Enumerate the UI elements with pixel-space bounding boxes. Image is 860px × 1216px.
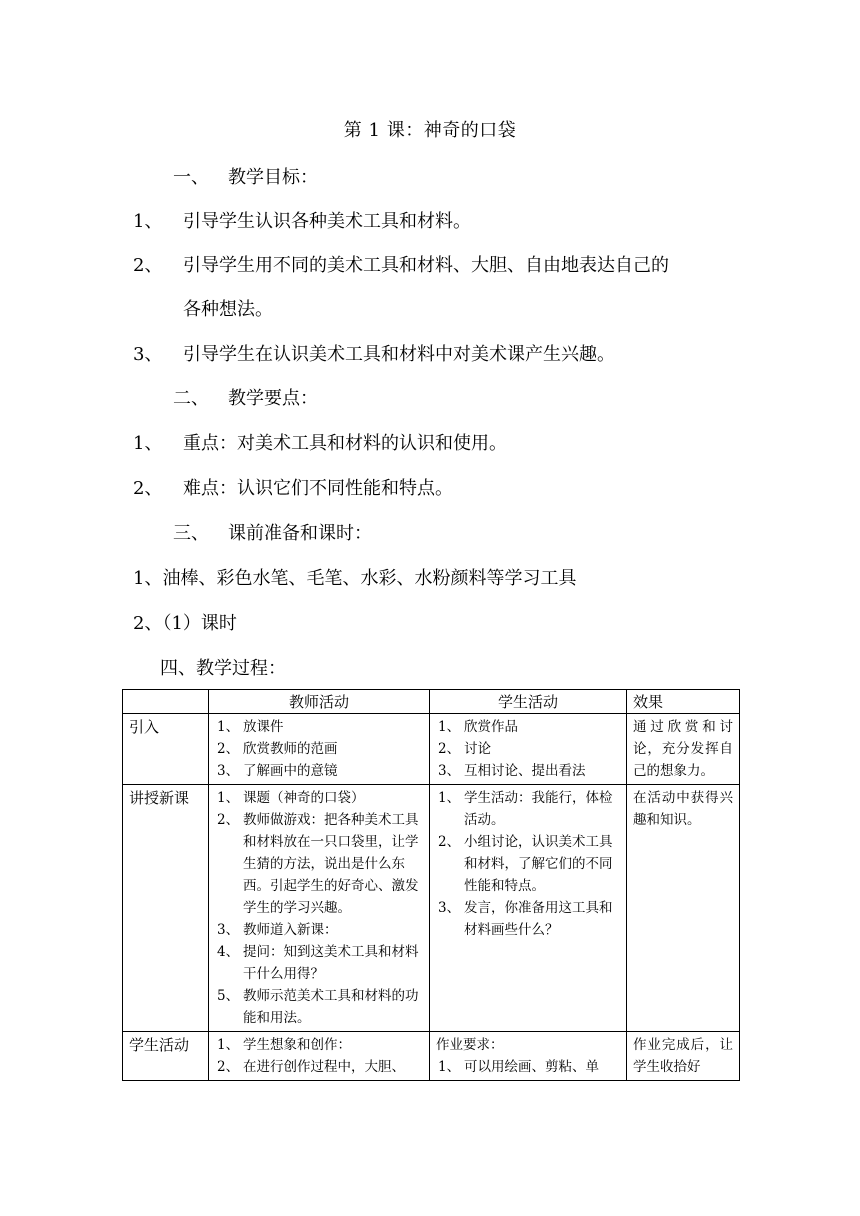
table-header-row [123, 690, 740, 714]
list-item: 3、 了解画中的意镜 [217, 763, 338, 779]
goal-item-1 [133, 207, 471, 233]
goal-item-2 [133, 251, 669, 277]
column-header-effect: 效果 [627, 690, 740, 714]
point-item-2 [133, 474, 453, 500]
section-number: 一、 [173, 167, 209, 188]
assignment-requirements-label: 作业要求： [436, 1037, 504, 1053]
list-item: 2、 在进行创作过程中，大胆、 [217, 1059, 405, 1075]
table-row [123, 1032, 740, 1081]
section-heading-4: 四、教学过程： [160, 658, 286, 679]
prep-item-2: 2、（1）课时 [133, 613, 237, 634]
section-heading-1 [173, 163, 318, 189]
item-number: 2、 [133, 478, 163, 499]
student-cell [430, 1032, 627, 1081]
section-number: 三、 [173, 523, 209, 544]
section-heading-3 [173, 519, 372, 545]
list-item: 2、 教师做游戏：把各种美术工具和材料放在一只口袋里，让学生猜的方法，说出是什么东西。引起学生的好奇心、激发学生的学习兴趣。 [217, 812, 419, 916]
student-cell [430, 785, 627, 1032]
stage-cell: 引入 [123, 714, 209, 785]
section-heading-2 [173, 384, 318, 410]
list-item: 2、 小组讨论，认识美术工具和材料，了解它们的不同性能和特点。 [438, 834, 613, 894]
item-number: 1、 [133, 211, 163, 232]
teaching-process-table [122, 689, 740, 1081]
list-item: 1、 学生想象和创作： [217, 1037, 351, 1053]
stage-cell: 学生活动 [123, 1032, 209, 1081]
list-item: 3、 发言，你准备用这工具和材料画些什么？ [438, 900, 613, 938]
list-item: 5、 教师示范美术工具和材料的功能和用法。 [217, 988, 419, 1026]
teacher-cell [209, 1032, 430, 1081]
student-cell [430, 714, 627, 785]
list-item: 3、 教师道入新课： [217, 922, 338, 938]
list-item: 1、 学生活动：我能行，体检活动。 [438, 790, 613, 828]
page-title: 第 1 课：神奇的口袋 [343, 120, 517, 141]
item-text: 难点：认识它们不同性能和特点。 [183, 478, 453, 499]
teacher-cell [209, 714, 430, 785]
column-header-teacher: 教师活动 [209, 690, 430, 714]
section-label: 教学要点： [228, 388, 318, 409]
prep-item-1: 1、油棒、彩色水笔、毛笔、水彩、水粉颜料等学习工具 [133, 568, 577, 589]
column-header-stage [123, 690, 209, 714]
list-item: 2、 讨论 [438, 741, 491, 757]
list-item: 4、 提问：知到这美术工具和材料干什么用得？ [217, 944, 419, 982]
item-number: 1、 [133, 433, 163, 454]
stage-cell: 讲授新课 [123, 785, 209, 1032]
table-row [123, 785, 740, 1032]
item-number: 2、 [133, 255, 163, 276]
item-number: 3、 [133, 344, 163, 365]
item-text: 重点：对美术工具和材料的认识和使用。 [183, 433, 507, 454]
item-text: 引导学生用不同的美术工具和材料、大胆、自由地表达自己的 [183, 255, 669, 276]
effect-cell: 作业完成后，让学生收拾好 [627, 1032, 740, 1081]
teacher-cell [209, 785, 430, 1032]
list-item: 1、 可以用绘画、剪粘、单 [438, 1059, 599, 1075]
item-text: 引导学生在认识美术工具和材料中对美术课产生兴趣。 [183, 344, 615, 365]
item-text: 引导学生认识各种美术工具和材料。 [183, 211, 471, 232]
list-item: 1、 欣赏作品 [438, 719, 518, 735]
goal-item-3 [133, 340, 615, 366]
list-item: 1、 放课件 [217, 719, 284, 735]
list-item: 1、 课题（神奇的口袋） [217, 790, 365, 806]
column-header-student: 学生活动 [430, 690, 627, 714]
section-label: 课前准备和课时： [228, 523, 372, 544]
goal-item-2-continuation: 各种想法。 [183, 299, 273, 320]
effect-cell: 通过欣赏和讨论，充分发挥自己的想象力。 [627, 714, 740, 785]
point-item-1 [133, 429, 507, 455]
section-label: 教学目标： [228, 167, 318, 188]
list-item: 3、 互相讨论、提出看法 [438, 763, 586, 779]
effect-cell: 在活动中获得兴趣和知识。 [627, 785, 740, 1032]
table-row [123, 714, 740, 785]
list-item: 2、 欣赏教师的范画 [217, 741, 338, 757]
section-number: 二、 [173, 388, 209, 409]
